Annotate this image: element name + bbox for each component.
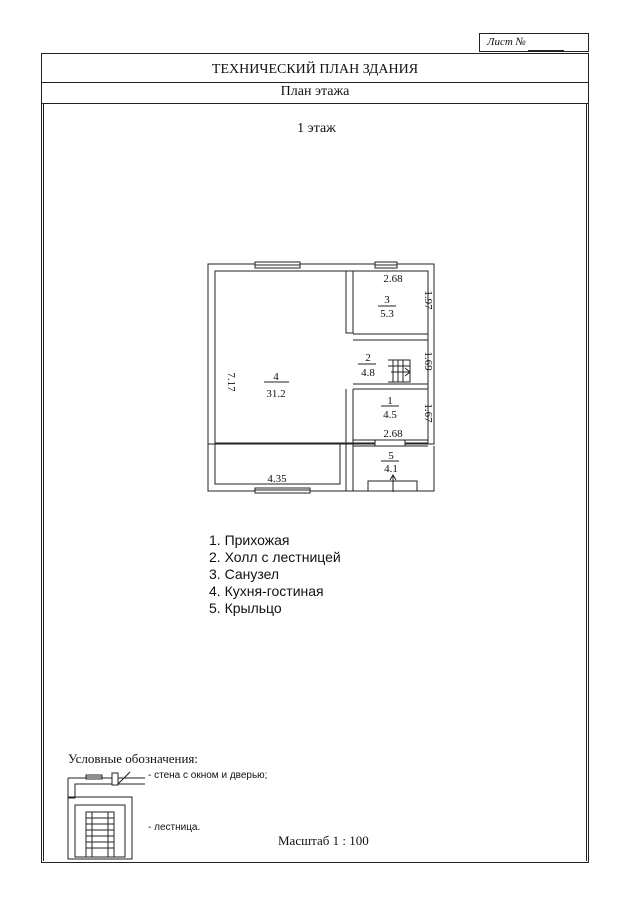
room-5-area: 4.1 [384, 463, 398, 475]
dim-kitchen-height: 7.17 [225, 372, 237, 392]
floor-label: 1 этаж [297, 121, 336, 136]
dim-hall-height: 1.69 [422, 351, 434, 371]
room-list-item: 4. Кухня-гостиная [209, 583, 324, 599]
dim-bath-height: 1.97 [422, 290, 434, 310]
stairs-steps [388, 360, 410, 382]
room-list-item: 1. Прихожая [209, 532, 290, 548]
legend-stairs-description: - лестница. [148, 822, 201, 833]
room-3-number: 3 [384, 294, 390, 306]
partition-lower [346, 389, 353, 491]
legend-title: Условные обозначения: [68, 751, 199, 766]
room-1-number: 1 [387, 395, 393, 407]
room-list-item: 3. Санузел [209, 566, 280, 582]
legend-wall-symbol [68, 772, 145, 798]
document-title: ТЕХНИЧЕСКИЙ ПЛАН ЗДАНИЯ [42, 54, 588, 83]
room-2-number: 2 [365, 352, 371, 364]
document-subtitle: План этажа [42, 82, 588, 104]
room-4-number: 4 [273, 371, 279, 383]
legend-wall-description: - стена с окном и дверью; [148, 770, 268, 781]
sheet-number-label: Лист № [487, 36, 526, 48]
outer-wall-outline [208, 264, 434, 444]
room-list-item: 2. Холл с лестницей [209, 549, 341, 565]
dim-kitchen-width: 4.35 [267, 473, 287, 485]
dim-entry-height: 1.67 [422, 403, 434, 423]
bath-hall-wall [353, 334, 428, 340]
entry-arrow [390, 475, 396, 492]
legend-stairs-symbol [68, 797, 132, 859]
partition-upper [346, 271, 353, 333]
room-5-number: 5 [388, 450, 394, 462]
scale-label: Масштаб 1 : 100 [278, 833, 369, 848]
room-1-area: 4.5 [383, 409, 397, 421]
room-4-area: 31.2 [266, 388, 286, 400]
room-list [209, 532, 341, 617]
room-3-area: 5.3 [380, 308, 394, 320]
room-list-item: 5. Крыльцо [209, 600, 282, 616]
dim-top-right-width: 2.68 [383, 273, 403, 285]
dim-entry-width: 2.68 [383, 428, 403, 440]
door-entry [375, 440, 405, 446]
stairs-outline [388, 360, 410, 382]
room-2-area: 4.8 [361, 367, 375, 379]
hall-entry-wall [353, 384, 428, 389]
